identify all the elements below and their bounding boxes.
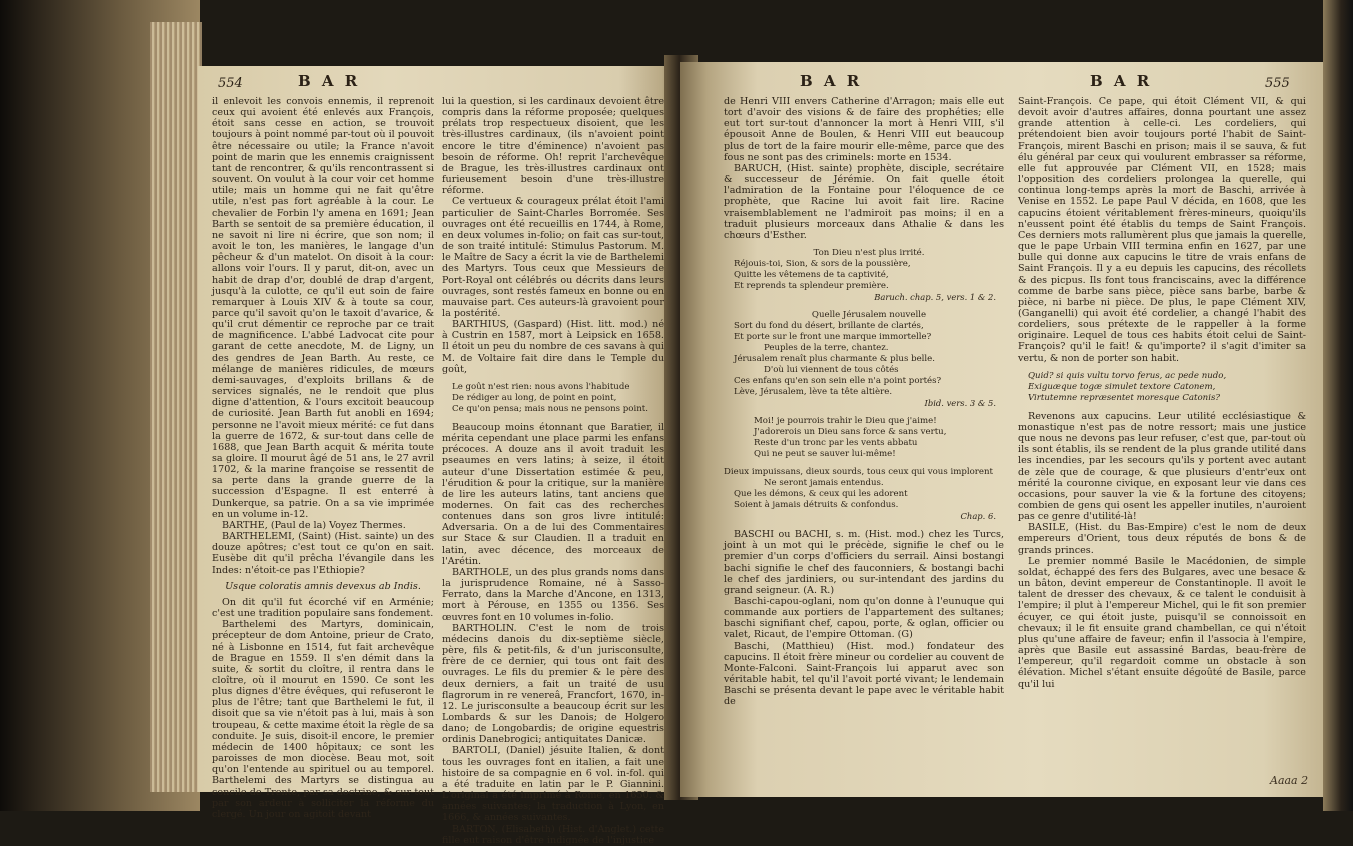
verse-line: Ces enfans qu'en son sein elle n'a point portés? [734, 376, 942, 387]
entry-baschi: BASCHI ou BACHI, s. m. (Hist. mod.) chez les Turcs, joint à un mot qui le précède, signifie le chef ou le premier d'un corps d'officiers du serrail. Ainsi bostangi bachi signifie le chef des fauconniers, & bostangi bachi le chef des jardiniers, ou sur-intendant des jardins du grand seigneur. (A. R.) [724, 529, 1004, 596]
verse-line: J'adorerois un Dieu sans force & sans vertu, [754, 427, 947, 438]
paragraph: lui la question, si les cardinaux devoient être compris dans la réforme proposée; quelques prélats trop respectueux disoient, que les très-illustres cardinaux, (ils n'avoient point encore le titre d'éminence) n'avoient pas besoin de réforme. Oh! reprit l'archevêque de Brague, les très-illustres cardinaux ont furieusement besoin d'une très-illustre réforme. [442, 96, 664, 197]
verse-line: Virtutemne repræsentet moresque Catonis? [1028, 392, 1220, 403]
verse-line: Le goût n'est rien: nous avons l'habitude [452, 381, 630, 392]
page-edges [150, 22, 202, 792]
entry-barton: BARTON, (Elisabeth) (Hist. d'Anglet.) cette fille eut raison d'être indignée de l'injustice [442, 823, 664, 846]
paragraph: il enlevoit les convois ennemis, il reprenoit ceux qui avoient été enlevés aux François, étoit sans cesse en action, se trouvoit toujours à point nommé par-tout où il pouvoit être nécessaire ou utile; la France n'avoit point de marin que les ennemis craignissent tant de rencontrer, & qu'ils rencontrassent si souvent. On voulut à la cour voir cet homme utile; mais un homme qui ne fait qu'être utile, n'est pas fort agréable à la cour. Le chevalier de Forbin l'y amena en 1691; Jean Barth se sentoit de sa première éducation, il ne savoit ni lire ni écrire, que son nom; il avoit le ton, les manières, le langage d'un pêcheur & d'un matelot. On disoit à la cour: allons voir l'ours. Il y parut, dit-on, avec un habit de drap d'or, doublé de drap d'argent, jusqu'à la culotte, ce qu'il eut soin de faire remarquer à Louis XIV & à toute sa cour, parce qu'il savoit qu'on le taxoit d'avarice, & qu'il crut démentir ce reproche par ce trait de magnificence. L'abbé Ladvocat cite pour garant de cette anecdote, M. de Ligny, un des gendres de Jean Barth. Au reste, ce mélange de manières ridicules, de mœurs demi-sauvages, d'exploits brillans & de services signalés, ne le rendoit que plus digne d'attention, & l'ours excitoit beaucoup de curiosité. Jean Barth fut anobli en 1694; personne ne l'avoit mieux mérité: ce fut dans la guerre de 1672, & sur-tout dans celle de 1688, que Jean Barth acquit & mérita toute sa gloire. Il mourut âgé de 51 ans, le 27 avril 1702, & la marine françoise se ressentit de sa perte dans la grande guerre de la succession d'Espagne. Il est enterré à Dunkerque, sa patrie. On a sa vie imprimée en un volume in-12. [212, 96, 434, 520]
page-number-left: 554 [218, 76, 243, 91]
verse-line: Exiguæque togæ simulet textore Catonem, [1028, 381, 1216, 392]
page-number-right: 555 [1265, 76, 1290, 91]
entry-barthole: BARTHOLE, un des plus grands noms dans la jurisprudence Romaine, né à Sasso-Ferrato, dans la Marche d'Ancone, en 1313, mort à Pérouse, en 1355 ou 1356. Ses œuvres font en 10 volumes in-folio. [442, 566, 664, 623]
entry-baruch: BARUCH, (Hist. sainte) prophète, disciple, secrétaire & successeur de Jérémie. On fait quelle étoit l'admiration de la Fontaine pour l'éloquence de ce prophète, que Racine lui avoit fait lire. Racine vraisemblablement ne l'admiroit pas moins; il en a traduit plusieurs morceaux dans Athalie & dans les chœurs d'Esther. [724, 162, 1004, 241]
paragraph: de Henri VIII envers Catherine d'Arragon; mais elle eut tort d'avoir des visions & de faire des prophéties; elle eut tort sur-tout d'annoncer la mort à Henri VIII, s'il épousoit Anne de Boulen, & Henri VIII eut beaucoup plus de tort de la faire mourir elle-même, parce que des fous ne sont pas des criminels: morte en 1534. [724, 96, 1004, 163]
entry-barthelemi: BARTHELEMI, (Saint) (Hist. sainte) un des douze apôtres; c'est tout ce qu'on en sait. Eusèbe dit qu'il prêcha l'évangile dans les Indes: n'étoit-ce pas l'Ethiopie? [212, 531, 434, 576]
entry-barthelemi-martyrs: Barthelemi des Martyrs, dominicain, précepteur de dom Antoine, prieur de Crato, né à Lisbonne en 1514, fut fait archevêque de Brague en 1559. Il s'en démit dans la suite, & sortit du cloître, il rentra dans le cloître, où il mourut en 1590. Ce sont les plus dignes d'être évêques, qui refuseront le plus de l'être; tant que Barthelemi le fut, il disoit que sa vie n'étoit pas à lui, mais à son troupeau, & cette maxime étoit la règle de sa conduite. Je suis, disoit-il encore, le premier médecin de 1400 hôpitaux; ce sont les paroisses de mon diocèse. Beau mot, soit qu'on l'entende au spirituel ou au temporel. Barthelemi des Martyrs se distingua au concile de Trente, par sa doctrine, & sur-tout par son ardeur à solliciter la réforme du clergé. Un jour on agitoit devant [212, 619, 434, 820]
signature-mark: Aaaa 2 [1270, 774, 1309, 787]
entry-barthius: BARTHIUS, (Gaspard) (Hist. litt. mod.) né à Custrin en 1587, mort à Leipsick en 1658. Il étoit un peu du nombre de ces savans à qui M. de Voltaire fait dire dans le Temple du goût, [442, 319, 664, 375]
verse-line: Quid? si quis vultu torvo ferus, ac pede nudo, [1028, 370, 1227, 381]
verse-line: Et reprends ta splendeur première. [734, 281, 889, 292]
verse-line: Sort du fond du désert, brillante de clartés, [734, 321, 924, 332]
left-page-col1 [212, 96, 434, 820]
right-page [680, 62, 1328, 797]
verse-citation: Chap. 6. [960, 511, 996, 522]
verse-line: Dieux impuissans, dieux sourds, tous ceux qui vous implorent [724, 467, 993, 478]
verse-line: Jérusalem renaît plus charmante & plus belle. [734, 354, 936, 365]
verse-line: Ne seront jamais entendus. [764, 478, 884, 489]
right-page-col2 [1018, 96, 1306, 690]
verse-line: Et porte sur le front une marque immortelle? [734, 332, 932, 343]
running-head-right-1: B A R [800, 72, 863, 90]
verse-citation: Baruch. chap. 5, vers. 1 & 2. [874, 292, 996, 303]
verse-line: D'où lui viennent de tous côtés [764, 365, 899, 376]
running-head-right-2: B A R [1090, 72, 1153, 90]
verse-line: Ton Dieu n'est plus irrité. [813, 248, 925, 259]
entry-baschi-matthieu: Baschi, (Matthieu) (Hist. mod.) fondateur des capucins. Il étoit frère mineur ou cordelier au couvent de Monte-Falconi. Saint-François lui apparut avec son véritable habit, tel qu'il l'avoit porté vivant; le lendemain Baschi se présenta devant le pape avec le véritable habit de [724, 640, 1004, 708]
verse-citation: Ibid. vers. 3 & 5. [924, 398, 996, 409]
verse-line: Quelle Jérusalem nouvelle [811, 310, 927, 321]
running-head-left: B A R [298, 72, 361, 90]
verse-line: Soient à jamais détruits & confondus. [734, 500, 899, 511]
entry-baschi-capou-oglani: Baschi-capou-oglani, nom qu'on donne à l'eunuque qui commande aux portiers de l'appartement des sultanes; baschi signifiant chef, capou, porte, & oglan, officier ou valet, Ricaut, de l'empire Ottoman. (G) [724, 595, 1004, 641]
verse-line: Moi! je pourrois trahir le Dieu que j'aime! [754, 416, 937, 427]
left-page [198, 66, 676, 846]
entry-bartholin: BARTHOLIN. C'est le nom de trois médecins danois du dix-septième siècle, père, fils & petit-fils, & d'un jurisconsulte, frère de ce dernier, qui tous ont fait des ouvrages. Le fils du premier & le père des deux derniers, a fait un traité de usu flagrorum in re venereâ, Francfort, 1670, in-12. Le jurisconsulte a beaucoup écrit sur les Lombards & sur les Danois; de Holgero dano; de Longobardis; de origine equestris ordinis Danebrogici; antiquitates Danicæ. [442, 622, 664, 746]
verse-line: Que les démons, & ceux qui les adorent [734, 489, 908, 500]
verse-line: Ce qu'on pensa; mais nous ne pensons point. [452, 403, 648, 414]
verse-line: Lève, Jérusalem, lève ta tête altière. [734, 387, 893, 398]
paragraph: Beaucoup moins étonnant que Baratier, il mérita cependant une place parmi les enfans précoces. A douze ans il avoit traduit les pseaumes en vers latins; à seize, il étoit auteur d'une Dissertation estimée & peu, l'érudition & pour la critique, sur la manière de lire les auteurs latins, tant anciens que modernes. On fait cas des recherches contenues dans son gros livre intitulé: Adversaria. On a de lui des Commentaires sur Stace & sur Claudien. Il a traduit en latin, avec décence, des morceaux de l'Arétin. [442, 421, 664, 567]
paragraph: Le premier nommé Basile le Macédonien, de simple soldat, échappé des fers des Bulgares, avec une besace & un bâton, devint empereur de Constantinople. Il avoit le talent de dresser des chevaux, & ce talent le conduisit à l'empire; il plut à l'empereur Michel, qui le fit son premier écuyer, ce qui étoit juste, puisqu'il se connoissoit en chevaux; il le fit ensuite grand chambellan, ce qui n'étoit plus qu'une affaire de faveur; enfin il l'associa à l'empire, après que Basile eut assassiné Bardas, beau-frère de l'empereur, qu'il regardoit comme un obstacle à son élévation. Michel s'étant ensuite dégoûté de Basile, parce qu'il lui [1018, 555, 1306, 690]
paragraph: Saint-François. Ce pape, qui étoit Clément VII, & qui devoit avoir d'autres affaires, donna pourtant une assez grande attention à celle-ci. Les cordeliers, qui prétendoient bien avoir toujours porté l'habit de Saint-François, mirent Baschi en prison; mais il se sauva, & fut élu général par ceux qui voulurent embrasser sa réforme, elle fut approuvée par Clément VII, en 1528; mais l'opposition des cordeliers prolongea la querelle, qui continua long-temps après la mort de Baschi, arrivée à Venise en 1552. Le pape Paul V décida, en 1608, que les capucins étoient véritablement frères-mineurs, quoiqu'ils n'eussent point été établis du temps de Saint François. Ces derniers mots rallumèrent plus que jamais la querelle, que le pape Urbain VIII termina enfin en 1627, par une bulle qui donne aux capucins le titre de vrais enfans de Saint François. Il y a eu depuis les capucins, des récollets & des picpus. Ils font tous franciscains, avec la différence comme de barbe sans pièce, pièce sans barbe, barbe & pièce, ni barbe ni pièce. De plus, le pape Clément XIV, (Ganganelli) qui avoit été cordelier, a changé l'habit des cordeliers, sous prétexte de le rappeller à la forme originaire. Lequel de tous ces habits étoit celui de Saint-François? qu'il le fait! & qu'importe? il s'agit d'imiter sa vertu, & non de porter son habit. [1018, 96, 1306, 364]
verse-line: Réjouis-toi, Sion, & sors de la poussière, [734, 259, 911, 270]
verse-line: De rédiger au long, de point en point, [452, 392, 617, 403]
paragraph: Revenons aux capucins. Leur utilité ecclésiastique & monastique n'est pas de notre ressort; mais une justice que nous ne devons pas leur refuser, c'est que, par-tout où ils sont établis, ils se rendent de la plus grande utilité dans les incendies, par les secours qu'ils y portent avec autant de zèle que de courage, & que plusieurs d'entr'eux ont mérité la couronne civique, en exposant leur vie dans ces occasions, pour sauver la vie & la fortune des citoyens; combien de gens qui osent les appeller inutiles, n'auroient pas ce genre d'utilité-là! [1018, 410, 1306, 523]
verse-line: Quitte les vêtemens de ta captivité, [734, 270, 889, 281]
verse-line: Reste d'un tronc par les vents abbatu [754, 438, 918, 449]
verse-line: Peuples de la terre, chantez. [764, 343, 889, 354]
left-page-col2 [442, 96, 664, 846]
verse-line: Qui ne peut se sauver lui-même! [754, 449, 896, 460]
right-page-col1 [724, 96, 1004, 708]
paragraph: Ce vertueux & courageux prélat étoit l'ami particulier de Saint-Charles Borromée. Ses ouvrages ont été recueillis en 1744, à Rome, en deux volumes in-folio; on fait cas sur-tout, de son traité intitulé: Stimulus Pastorum. M. le Maître de Sacy a écrit la vie de Barthelemi des Martyrs. Tous ceux que Messieurs de Port-Royal ont célébrés ou décrits dans leurs ouvrages, sont restés fameux en bonne ou en mauvaise part. Ces auteurs-là gravoient pour la postérité. [442, 196, 664, 319]
entry-barthe: BARTHE, (Paul de la) Voyez Thermes. [222, 519, 406, 531]
entry-bartoli: BARTOLI, (Daniel) jésuite Italien, & dont tous les ouvrages font en italien, a fait une histoire de sa compagnie en 6 vol. in-fol. qui a été traduite en latin par le P. Giannini. L'original a été imprimé à Rome, en 1650. & années suivantes; la traduction à Lyon, en 1666, & années suivantes. [442, 745, 664, 824]
entry-basile: BASILE, (Hist. du Bas-Empire) c'est le nom de deux empereurs d'Orient, tous deux réputés de bons & de grands princes. [1018, 522, 1306, 556]
book-edge-right [1323, 0, 1353, 811]
quotation: Usque coloratis amnis devexus ab Indis. [225, 580, 421, 592]
paragraph: On dit qu'il fut écorché vif en Arménie; c'est une tradition populaire sans fondement. [212, 596, 434, 620]
